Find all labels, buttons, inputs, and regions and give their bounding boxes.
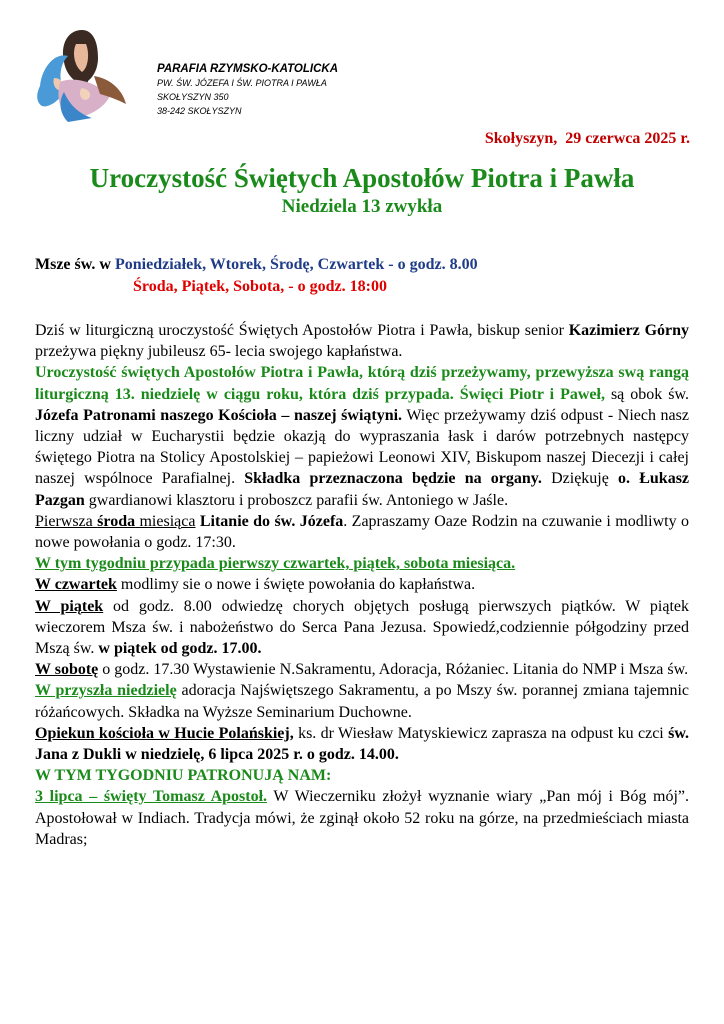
- text: są obok św.: [604, 385, 689, 403]
- text: przeżywa piękny jubileusz 65- lecia swojego kapłaństwa.: [35, 343, 403, 361]
- announcement-first-wednesday: [35, 511, 689, 553]
- parish-name: PARAFIA RZYMSKO-KATOLICKA: [157, 63, 339, 75]
- text: środa: [97, 512, 136, 530]
- indulgence-date-bold: św. Jana z Dukli w niedzielę, 6 lipca 2025 r. o godz. 14.00.: [35, 724, 689, 764]
- mass-evening-times: Środa, Piątek, Sobota, - o godz. 18:00: [133, 278, 387, 295]
- mass-schedule: [35, 254, 478, 298]
- patrons-heading: W TYM TYGODNIU PATRONUJĄ NAM:: [35, 767, 332, 785]
- friday-time-bold: w piątek od godz. 17.00.: [98, 640, 262, 658]
- parish-address-line1: SKOŁYSZYN 350: [157, 92, 229, 102]
- date-line: [485, 130, 690, 148]
- announcement-next-sunday: [35, 680, 689, 722]
- parish-patrons: PW. ŚW. JÓZEFA I ŚW. PIOTRA I PAWŁA: [157, 78, 327, 88]
- announcement-solemnity: [35, 362, 689, 510]
- parish-address-line2: 38-242 SKOŁYSZYN: [157, 106, 242, 116]
- date-place: Skołyszyn,: [484, 130, 558, 147]
- announcement-friday: [35, 596, 689, 660]
- patrons-bold: Józefa Patronami naszego Kościoła – naszej świątyni.: [35, 406, 403, 424]
- text: W Wieczerniku złożył wyznanie wiary „Pan mój i Bóg mój”. Apostołował w Indiach. Tradycja mówi, że zginął około 52 roku na górze, na przedmieściach miasta Madras;: [35, 788, 690, 848]
- text: modlimy sie o nowe i święte powołania do kapłaństwa.: [116, 576, 476, 594]
- text: Pierwsza: [35, 512, 98, 530]
- announcement-jubilee: [35, 320, 689, 362]
- holy-family-logo: [30, 22, 142, 132]
- mass-weekday-times: Poniedziałek, Wtorek, Środę, Czwartek - o godz. 8.00: [114, 256, 478, 273]
- collection-bold: Składka przeznaczona będzie na organy.: [244, 470, 542, 488]
- thomas-label: 3 lipca – święty Tomasz Apostoł.: [35, 788, 268, 806]
- page-title: Uroczystość Świętych Apostołów Piotra i Pawła: [89, 163, 635, 193]
- text: miesiąca: [135, 512, 196, 530]
- parish-header: [157, 62, 338, 118]
- page-subtitle: Niedziela 13 zwykła: [281, 196, 443, 217]
- text: o godz. 17.30 Wystawienie N.Sakramentu, Adoracja, Różaniec. Litania do NMP i Msza św.: [98, 661, 689, 679]
- mass-prefix: Msze św. w: [35, 256, 115, 273]
- friday-label: W piątek: [35, 597, 104, 615]
- text: . Zapraszamy Oaze Rodzin na czuwanie i modliwty o nowe powołania o godz. 17:30.: [35, 512, 690, 552]
- text: od godz. 8.00 odwiedzę chorych objętych posługą pierwszych piątków. W piątek wieczorem Msza św. i nabożeństwo do Serca Pana Jezusa. Spowiedź,codziennie półgodziny przed Mszą św.: [35, 597, 689, 658]
- text: gwardianowi klasztoru i proboszcz parafii św. Antoniego w Jaśle.: [84, 491, 509, 509]
- announcement-first-week: W tym tygodniu przypada pierwszy czwartek, piątek, sobota miesiąca.: [35, 555, 516, 573]
- thursday-label: W czwartek: [35, 576, 117, 594]
- announcement-saturday: [35, 659, 689, 680]
- guest-priest-name: o. Łukasz Pazgan: [35, 470, 690, 509]
- announcements-body: [35, 320, 689, 850]
- text: Więc przeżywamy dziś odpust - Niech nasz liczny udział w Eucharystii będzie okazją do wypraszania łask i darów potrzebnych następcy świętego Piotra na Stolicy Apostolskiej – papieżowi Leonowi XIV, Biskupom naszej Diecezji i całej naszej wspólnoce Parafialnej.: [35, 406, 689, 488]
- date-value: 29 czerwca 2025 r.: [565, 130, 690, 147]
- saturday-label: W sobotę: [35, 661, 99, 679]
- announcement-thursday: [35, 574, 689, 595]
- litany-bold: Litanie do św. Józefa: [195, 512, 344, 530]
- bishop-name: Kazimierz Górny: [568, 322, 690, 339]
- patron-thomas: [35, 786, 689, 850]
- text: Dziękuję: [541, 470, 619, 488]
- announcement-huta-polanska: [35, 723, 689, 765]
- huta-label: Opiekun kościoła w Hucie Polańskiej,: [35, 724, 294, 742]
- solemnity-highlight: Uroczystość świętych Apostołów Piotra i Pawła, którą dziś przeżywamy, przewyższa swą rangą liturgiczną 13. niedzielę w ciągu roku, która dziś przypada. Święci Piotr i Paweł,: [35, 364, 689, 403]
- text: adoracja Najświętszego Sakramentu, a po Mszy św. porannej zmiana tajemnic różańcowych. Składka na Wyższe Seminarium Duchowne.: [35, 682, 690, 721]
- text: ks. dr Wiesław Matyskiewicz zaprasza na odpust ku czci: [293, 724, 669, 742]
- next-sunday-label: W przyszła niedzielę: [35, 682, 177, 700]
- text: Dziś w liturgiczną uroczystość Świętych Apostołów Piotra i Pawła, biskup senior: [35, 322, 569, 339]
